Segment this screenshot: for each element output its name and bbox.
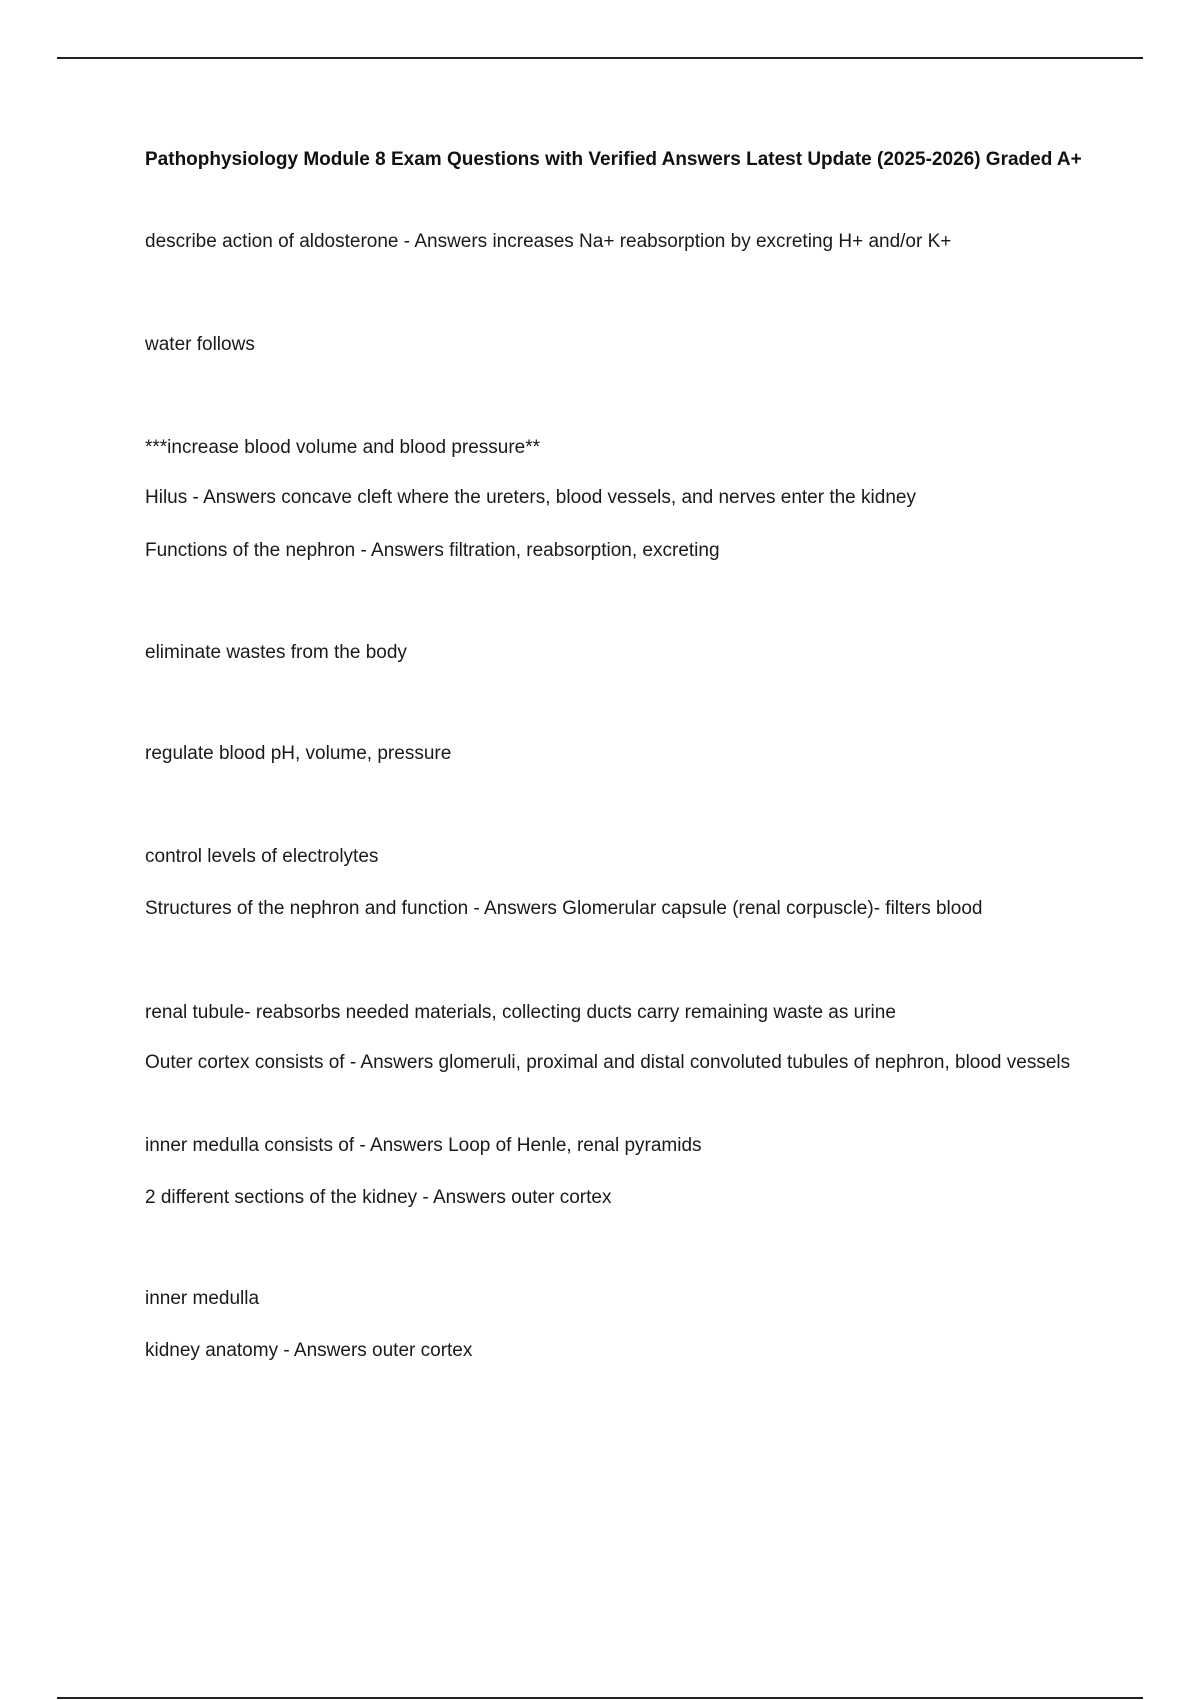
footer-rule	[57, 1697, 1143, 1699]
qa-outer-cortex: Outer cortex consists of - Answers glomeruli, proximal and distal convoluted tubules of nephron, blood vessels	[145, 1052, 1071, 1073]
answer-line-electrolytes: control levels of electrolytes	[145, 846, 379, 867]
answer-line-blood-volume: ***increase blood volume and blood pressure**	[145, 437, 541, 458]
answer-line-eliminate-wastes: eliminate wastes from the body	[145, 642, 407, 663]
answer-line-inner-medulla: inner medulla	[145, 1288, 260, 1309]
answer-line-water-follows: water follows	[145, 334, 255, 355]
qa-hilus: Hilus - Answers concave cleft where the ureters, blood vessels, and nerves enter the kidney	[145, 487, 916, 508]
qa-kidney-anatomy: kidney anatomy - Answers outer cortex	[145, 1340, 473, 1361]
document-title: Pathophysiology Module 8 Exam Questions with Verified Answers Latest Update (2025-2026) Graded A+	[145, 149, 1082, 170]
header-rule	[57, 57, 1143, 59]
qa-kidney-sections: 2 different sections of the kidney - Answers outer cortex	[145, 1187, 612, 1208]
answer-line-regulate-blood: regulate blood pH, volume, pressure	[145, 743, 452, 764]
qa-aldosterone: describe action of aldosterone - Answers increases Na+ reabsorption by excreting H+ and/or K+	[145, 231, 952, 252]
qa-nephron-structures: Structures of the nephron and function - Answers Glomerular capsule (renal corpuscle)- filters blood	[145, 898, 983, 919]
qa-nephron-functions: Functions of the nephron - Answers filtration, reabsorption, excreting	[145, 540, 720, 561]
qa-inner-medulla: inner medulla consists of - Answers Loop of Henle, renal pyramids	[145, 1135, 702, 1156]
answer-line-renal-tubule: renal tubule- reabsorbs needed materials, collecting ducts carry remaining waste as urine	[145, 1002, 896, 1023]
